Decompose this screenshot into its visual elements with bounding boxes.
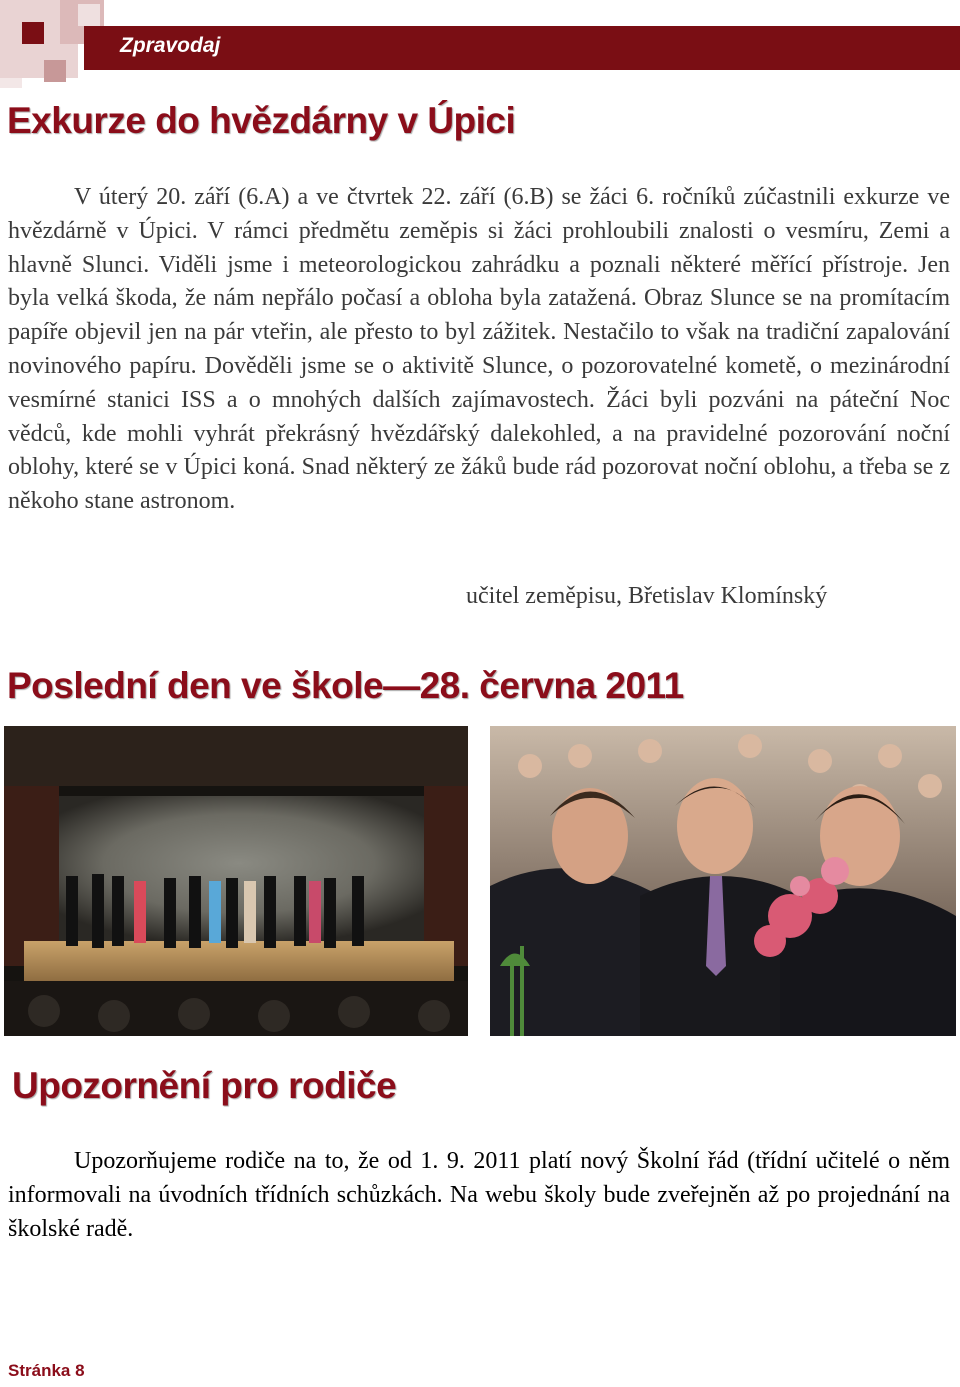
stage-photo-image	[4, 726, 468, 1036]
article-observatory-text: V úterý 20. září (6.A) a ve čtvrtek 22. září (6.B) se žáci 6. ročníků zúčastnili exkurze ve hvězdárně v Úpici. V rámci předmětu zeměpis si žáci prohloubili znalosti o vesmíru, Zemi a hlavně Slunci. Viděli jsme i meteorologickou zahrádku a poznali některé měřící přístroje. Jen byla velká škoda, že nám nepřálo počasí a obloha byla zatažená. Obraz Slunce se na promítacím papíře objevil jen na pár vteřin, ale přesto to byl zážitek. Nestačilo to však na tradiční zapalování novinového papíru. Dověděli jsme se o aktivitě Slunce, o pozorovatelné kometě, o mezinárodní vesmírné stanici ISS a o mnohých dalších zajímavostech. Žáci byli pozváni na páteční Noc vědců, kde mohli vyhrát překrásný hvězdářský dalekohled, a na pravidelné pozorování noční oblohy, které se v Úpici koná. Snad některý ze žáků bude rád pozorovat noční oblohu, a třeba se z někoho stane astronom.	[8, 184, 950, 515]
section-heading-last-day: Poslední den ve škole—28. června 2011	[7, 665, 684, 706]
notice-parents	[8, 1145, 950, 1246]
article-signature: učitel zeměpisu, Břetislav Klomínský	[466, 583, 828, 609]
stage-photo	[4, 726, 468, 1036]
notice-parents-text: Upozorňujeme rodiče na to, že od 1. 9. 2011 platí nový Školní řád (třídní učitelé o něm informovali na úvodních třídních schůzkách. Na webu školy bude zveřejněn až po projednání na školské radě.	[8, 1148, 950, 1242]
section-heading-observatory: Exkurze do hvězdárny v Úpici	[7, 100, 516, 141]
section-heading-parents: Upozornění pro rodiče	[12, 1065, 397, 1106]
article-observatory	[8, 181, 950, 519]
students-photo-image	[490, 726, 956, 1036]
students-photo	[490, 726, 956, 1036]
page-number: Stránka 8	[8, 1361, 85, 1380]
newsletter-title: Zpravodaj	[120, 34, 221, 57]
